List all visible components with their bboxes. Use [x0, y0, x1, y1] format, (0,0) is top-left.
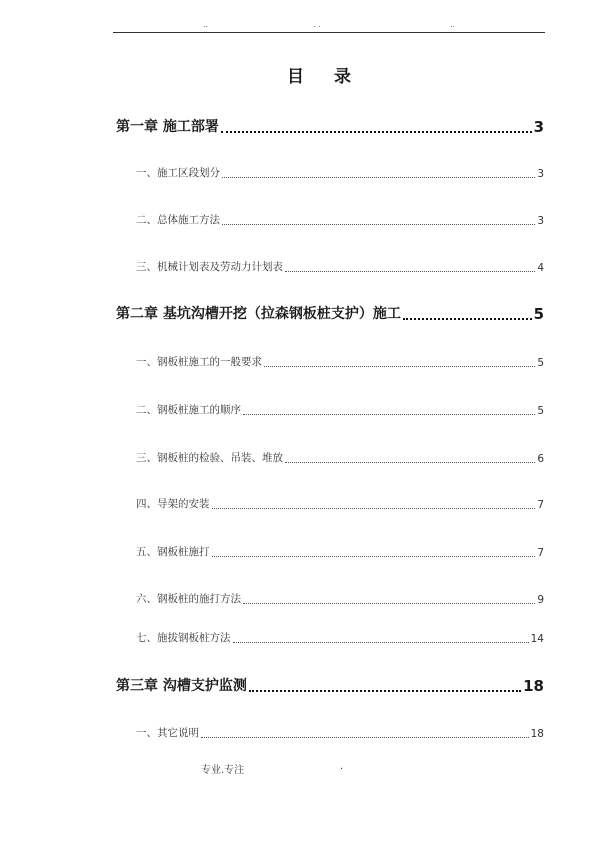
toc-page-number: 18 [523, 677, 544, 695]
toc-page-number: 14 [530, 633, 544, 645]
toc-label: 三、机械计划表及劳动力计划表 [136, 261, 283, 273]
toc-page-number: 6 [537, 453, 544, 465]
toc-page-number: 5 [537, 357, 544, 369]
toc-label: 一、施工区段划分 [136, 167, 220, 179]
toc-section-2-5[interactable] [136, 544, 544, 559]
toc-section-3-1[interactable] [136, 725, 544, 740]
dot-leader [264, 366, 535, 367]
toc-section-2-3[interactable] [136, 450, 544, 465]
dot-leader [212, 508, 536, 509]
dot-leader [222, 224, 535, 225]
toc-section-2-2[interactable] [136, 402, 544, 417]
toc-label: 四、导架的安装 [136, 498, 210, 510]
dot-leader [222, 177, 535, 178]
toc-label: 第三章 沟槽支护监测 [116, 678, 247, 694]
toc-page-number: 5 [533, 305, 544, 323]
dot-leader [243, 603, 535, 604]
footer-left-text: 专业.专注 [201, 765, 245, 776]
dot-leader [243, 414, 535, 415]
toc-label: 第一章 施工部署 [116, 119, 219, 135]
toc-page-number: 7 [537, 547, 544, 559]
toc-page-number: 9 [537, 594, 544, 606]
dot-leader [201, 737, 529, 738]
toc-label: 第二章 基坑沟槽开挖（拉森钢板桩支护）施工 [116, 306, 401, 322]
toc-section-1-3[interactable] [136, 259, 544, 274]
toc-page-number: 3 [537, 215, 544, 227]
toc-page-number: 3 [533, 118, 544, 136]
toc-label: 二、钢板桩施工的顺序 [136, 404, 241, 416]
dot-leader [221, 131, 532, 133]
dot-leader [249, 690, 521, 692]
dot-leader [212, 556, 536, 557]
toc-section-2-6[interactable] [136, 591, 544, 606]
header-rule [113, 32, 545, 33]
header-mark-right: .. [450, 20, 456, 29]
toc-chapter-3[interactable] [116, 675, 544, 695]
header-mark-center: . . [313, 20, 321, 29]
toc-page-number: 5 [537, 405, 544, 417]
header-mark-left: .. [203, 20, 209, 29]
toc-section-1-1[interactable] [136, 165, 544, 180]
dot-leader [233, 642, 529, 643]
toc-label: 五、钢板桩施打 [136, 546, 210, 558]
toc-section-1-2[interactable] [136, 212, 544, 227]
toc-section-2-4[interactable] [136, 496, 544, 511]
toc-page-number: 4 [537, 262, 544, 274]
toc-label: 二、总体施工方法 [136, 214, 220, 226]
dot-leader [403, 318, 532, 320]
toc-page-number: 3 [537, 168, 544, 180]
toc-section-2-7[interactable] [136, 630, 544, 645]
toc-label: 三、钢板桩的检验、吊装、堆放 [136, 452, 283, 464]
toc-chapter-1[interactable] [116, 116, 544, 136]
toc-label: 六、钢板桩的施打方法 [136, 593, 241, 605]
toc-label: 一、钢板桩施工的一般要求 [136, 356, 262, 368]
toc-page-number: 18 [530, 728, 544, 740]
toc-label: 七、施拔钢板桩方法 [136, 632, 231, 644]
toc-chapter-2[interactable] [116, 303, 544, 323]
dot-leader [285, 462, 535, 463]
footer-right-text: . [340, 761, 344, 772]
toc-label: 一、其它说明 [136, 727, 199, 739]
toc-page-number: 7 [537, 499, 544, 511]
page-title: 目 录 [287, 67, 363, 87]
dot-leader [285, 271, 535, 272]
toc-section-2-1[interactable] [136, 354, 544, 369]
